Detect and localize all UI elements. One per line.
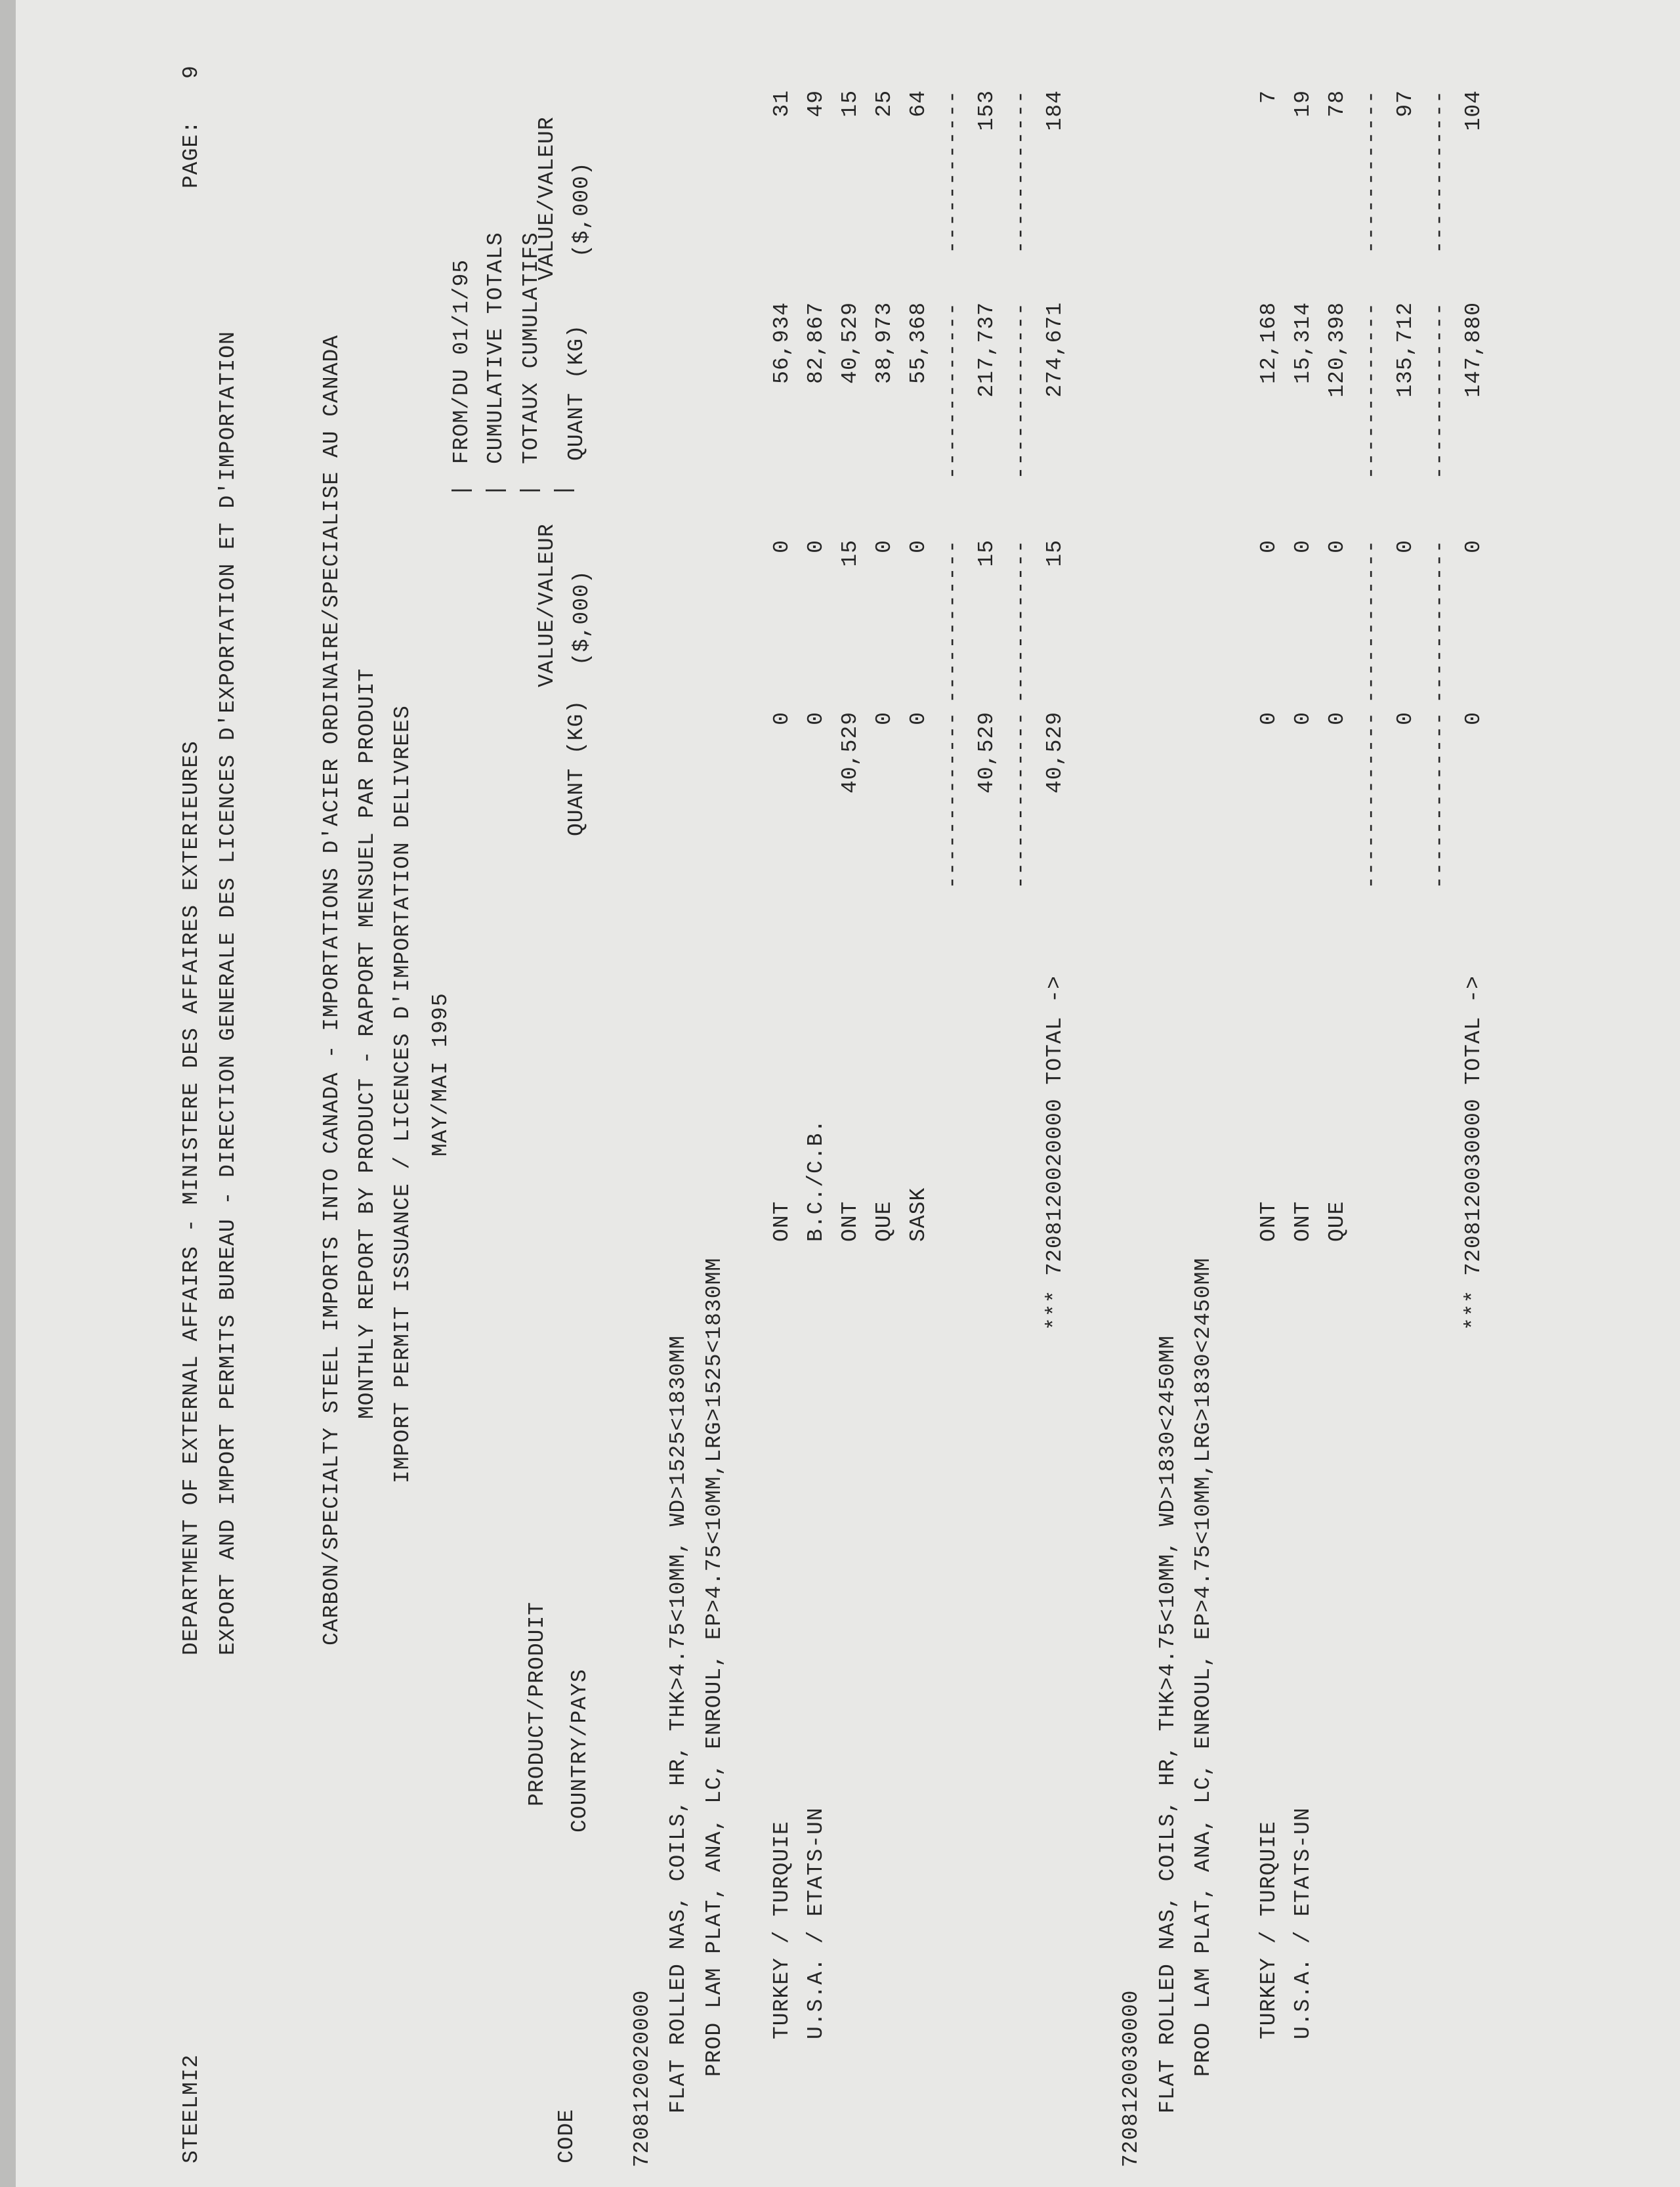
from-date: FROM/DU 01/1/95: [450, 259, 474, 464]
department-line-2: EXPORT AND IMPORT PERMITS BUREAU - DIRECTION GENERALE DES LICENCES D'EXPORTATION ET D'IMPORTATION: [216, 331, 240, 1655]
section-code: 7208120020000: [630, 1989, 654, 2167]
separator-bar: |: [484, 483, 508, 497]
quant-value: 0: [906, 711, 931, 725]
column-quant: QUANT (KG): [564, 699, 589, 836]
quant-value: 0: [804, 711, 828, 725]
column-separator: -------------: [940, 302, 965, 480]
total-cum-value: 184: [1043, 90, 1067, 131]
subtotal-quant: 40,529: [975, 711, 999, 794]
department-line-1: DEPARTMENT OF EXTERNAL AFFAIRS - MINISTERE DES AFFAIRES EXTERIEURES: [179, 740, 203, 1655]
quant-value: 40,529: [838, 711, 862, 794]
report-content: [16, 0, 1680, 2187]
report-subtitle: MONTHLY REPORT BY PRODUCT - RAPPORT MENSUEL PAR PRODUIT: [355, 668, 379, 1419]
section-description-fr: PROD LAM PLAT, ANA, LC, ENROUL, EP>4.75<10MM,LRG>1525<1830MM: [702, 1257, 726, 2077]
value-amount: 15: [838, 540, 862, 567]
subtotal-value: 15: [975, 540, 999, 567]
report-title: CARBON/SPECIALTY STEEL IMPORTS INTO CANADA - IMPORTATIONS D'ACIER ORDINAIRE/SPECIALISE AU CANADA: [320, 334, 344, 1646]
column-value: VALUE/VALEUR: [535, 523, 559, 687]
report-page: [16, 0, 1680, 2187]
country-name: TURKEY / TURQUIE: [770, 1821, 794, 2039]
subtotal-cum-value: 153: [975, 90, 999, 131]
quant-value: 0: [872, 711, 896, 725]
country-name: U.S.A. / ETATS-UN: [804, 1807, 828, 2039]
column-separator: ------------: [1427, 540, 1452, 704]
cumulative-totals-fr: TOTAUX CUMULATIFS: [519, 232, 543, 464]
column-separator: ------------: [1009, 540, 1033, 704]
value-amount: 0: [906, 540, 931, 553]
section-total-label: *** 7208120020000 TOTAL ->: [1043, 975, 1067, 1330]
column-separator: ------------: [940, 540, 965, 704]
column-separator: -------------: [1009, 711, 1033, 889]
value-amount: 0: [804, 540, 828, 553]
country-name: TURKEY / TURQUIE: [1257, 1821, 1281, 2039]
column-value-unit: ($,000): [570, 570, 594, 666]
quant-value: 0: [1257, 711, 1281, 725]
value-amount: 0: [872, 540, 896, 553]
section-description: FLAT ROLLED NAS, COILS, HR, THK>4.75<10MM, WD>1830<2450MM: [1156, 1335, 1180, 2113]
cum-quant-value: 40,529: [838, 302, 862, 384]
column-separator: ------------: [1009, 90, 1033, 254]
cum-quant-value: 12,168: [1257, 302, 1281, 384]
province: QUE: [1325, 1200, 1349, 1242]
total-quant: 0: [1461, 711, 1486, 725]
column-code: CODE: [555, 2108, 579, 2163]
cum-value-amount: 64: [906, 90, 931, 117]
total-cum-value: 104: [1461, 90, 1486, 131]
value-amount: 0: [1325, 540, 1349, 553]
column-separator: ------------: [1359, 90, 1383, 254]
total-value: 0: [1461, 540, 1486, 553]
province: ONT: [1257, 1200, 1281, 1242]
quant-value: 0: [1291, 711, 1315, 725]
column-separator: -------------: [1359, 711, 1383, 889]
subtotal-cum-quant: 135,712: [1393, 302, 1418, 398]
page-number: 9: [179, 65, 203, 79]
value-amount: 0: [1291, 540, 1315, 553]
cum-quant-value: 38,973: [872, 302, 896, 384]
subtotal-cum-quant: 217,737: [975, 302, 999, 398]
province: B.C./C.B.: [804, 1118, 828, 1242]
section-description: FLAT ROLLED NAS, COILS, HR, THK>4.75<10MM, WD>1525<1830MM: [666, 1335, 690, 2113]
cum-quant-value: 15,314: [1291, 302, 1315, 384]
cum-value-amount: 19: [1291, 90, 1315, 117]
cum-value-amount: 7: [1257, 90, 1281, 104]
quant-value: 0: [1325, 711, 1349, 725]
country-name: U.S.A. / ETATS-UN: [1291, 1807, 1315, 2039]
separator-bar: |: [450, 483, 474, 497]
province: ONT: [838, 1200, 862, 1242]
cum-quant-value: 82,867: [804, 302, 828, 384]
report-id: STEELMI2: [179, 2054, 203, 2163]
subtotal-quant: 0: [1393, 711, 1418, 725]
page-label: PAGE:: [179, 119, 203, 188]
cum-value-amount: 49: [804, 90, 828, 117]
cum-value-amount: 78: [1325, 90, 1349, 117]
province: ONT: [1291, 1200, 1315, 1242]
value-amount: 0: [1257, 540, 1281, 553]
cum-value-amount: 25: [872, 90, 896, 117]
report-subtitle-2: IMPORT PERMIT ISSUANCE / LICENCES D'IMPORTATION DELIVREES: [390, 705, 415, 1483]
quant-value: 0: [770, 711, 794, 725]
column-separator: ------------: [1359, 540, 1383, 704]
column-separator: -------------: [1427, 711, 1452, 889]
total-value: 15: [1043, 540, 1067, 567]
column-product: PRODUCT/PRODUIT: [525, 1601, 549, 1806]
cum-quant-value: 120,398: [1325, 302, 1349, 398]
cum-value-amount: 15: [838, 90, 862, 117]
column-cum-quant: QUANT (KG): [564, 324, 589, 461]
column-country: COUNTRY/PAYS: [568, 1668, 592, 1833]
total-cum-quant: 274,671: [1043, 302, 1067, 398]
separator-bar: |: [552, 483, 576, 497]
column-separator: -------------: [1359, 302, 1383, 480]
value-amount: 0: [770, 540, 794, 553]
column-cum-value: VALUE/VALEUR: [535, 116, 559, 280]
column-cum-value-unit: ($,000): [570, 161, 594, 257]
subtotal-value: 0: [1393, 540, 1418, 553]
total-cum-quant: 147,880: [1461, 302, 1486, 398]
cum-quant-value: 56,934: [770, 302, 794, 384]
column-separator: ------------: [940, 90, 965, 254]
cum-quant-value: 55,368: [906, 302, 931, 384]
report-period: MAY/MAI 1995: [429, 992, 453, 1157]
total-quant: 40,529: [1043, 711, 1067, 794]
province: ONT: [770, 1200, 794, 1242]
subtotal-cum-value: 97: [1393, 90, 1418, 117]
column-separator: -------------: [1427, 302, 1452, 480]
column-separator: ------------: [1427, 90, 1452, 254]
province: SASK: [906, 1187, 931, 1242]
section-description-fr: PROD LAM PLAT, ANA, LC, ENROUL, EP>4.75<10MM,LRG>1830<2450MM: [1191, 1257, 1215, 2077]
cumulative-totals-en: CUMULATIVE TOTALS: [484, 232, 508, 464]
province: QUE: [872, 1200, 896, 1242]
separator-bar: |: [518, 483, 542, 497]
column-separator: -------------: [1009, 302, 1033, 480]
section-code: 7208120030000: [1119, 1989, 1143, 2167]
section-total-label: *** 7208120030000 TOTAL ->: [1461, 975, 1486, 1330]
column-separator: -------------: [940, 711, 965, 889]
cum-value-amount: 31: [770, 90, 794, 117]
